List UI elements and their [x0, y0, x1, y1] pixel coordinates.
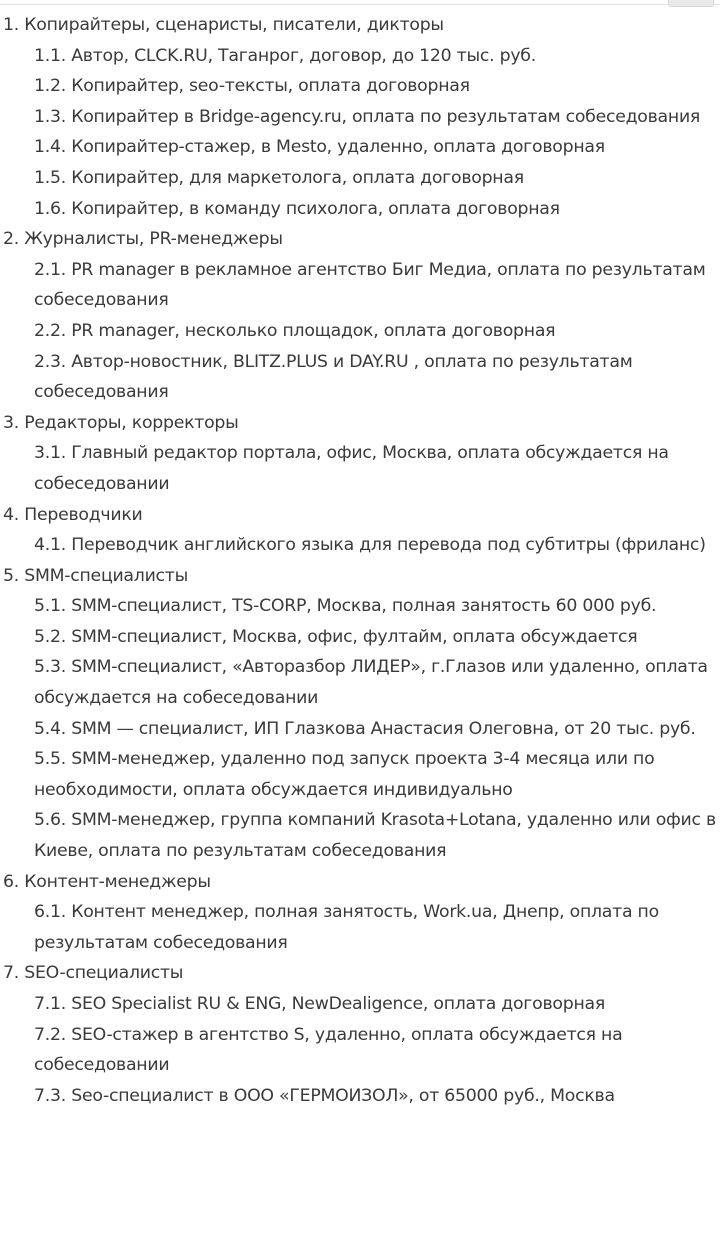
toc-item-link[interactable]: 2.3. Автор-новостник, BLITZ.PLUS и DAY.RU , оплата по результатам собеседования	[34, 351, 633, 403]
toc-item-link[interactable]: 1.4. Копирайтер-стажер, в Mesto, удаленно, оплата договорная	[34, 137, 605, 158]
toc-section	[3, 500, 717, 561]
toc-section-link[interactable]: 7. SEO-специалисты	[3, 963, 184, 984]
toc-item-link[interactable]: 5.3. SMM-специалист, «Авторазбор ЛИДЕР», г.Глазов или удаленно, оплата обсуждается на собеседовании	[34, 657, 708, 709]
toc-item-link[interactable]: 5.4. SMM — специалист, ИП Глазкова Анастасия Олеговна, от 20 тыс. руб.	[34, 718, 696, 739]
toc-item-link[interactable]: 7.3. Seo-специалист в ООО «ГЕРМОИЗОЛ», от 65000 руб., Москва	[34, 1085, 615, 1106]
toc-section	[3, 958, 717, 1111]
toc-section-link[interactable]: 1. Копирайтеры, сценаристы, писатели, дикторы	[3, 15, 444, 35]
toc-item-link[interactable]: 5.2. SMM-специалист, Москва, офис, фултайм, оплата обсуждается	[34, 626, 638, 647]
toc-section	[3, 10, 717, 224]
toc-item-link[interactable]: 1.3. Копирайтер в Bridge-agency.ru, оплата по результатам собеседования	[34, 106, 701, 127]
toc-item-link[interactable]: 5.5. SMM-менеджер, удаленно под запуск проекта 3-4 месяца или по необходимости, оплата обсуждается индивидуально	[34, 749, 655, 800]
toc-item-link[interactable]: 5.1. SMM-специалист, TS-CORP, Москва, полная занятость 60 000 руб.	[34, 596, 657, 617]
toc-section	[3, 867, 717, 959]
toc-item-link[interactable]: 5.6. SMM-менеджер, группа компаний Krasota+Lotana, удаленно или офис в Киеве, оплата по результатам собеседования	[34, 810, 716, 862]
toc-item-link[interactable]: 7.1. SEO Specialist RU & ENG, NewDealigence, оплата договорная	[34, 994, 605, 1014]
toc-section	[3, 561, 717, 867]
table-of-contents	[3, 10, 717, 1111]
toc-section	[3, 224, 717, 408]
toc-section-link[interactable]: 2. Журналисты, PR-менеджеры	[3, 229, 283, 250]
toc-section	[3, 408, 717, 500]
toc-item-link[interactable]: 1.6. Копирайтер, в команду психолога, оплата договорная	[34, 198, 560, 219]
toc-item-link[interactable]: 4.1. Переводчик английского языка для перевода под субтитры (фриланс)	[34, 535, 706, 556]
toc-section-link[interactable]: 6. Контент-менеджеры	[3, 871, 211, 892]
toc-section-link[interactable]: 4. Переводчики	[3, 504, 143, 525]
toc-item-link[interactable]: 6.1. Контент менеджер, полная занятость, Work.ua, Днепр, оплата по результатам собеседования	[34, 902, 659, 953]
toc-item-link[interactable]: 2.2. PR manager, несколько площадок, оплата договорная	[34, 320, 556, 341]
toc-item-link[interactable]: 2.1. PR manager в рекламное агентство Биг Медиа, оплата по результатам собеседования	[34, 259, 706, 311]
toc-item-link[interactable]: 1.5. Копирайтер, для маркетолога, оплата договорная	[34, 167, 524, 188]
toc-item-link[interactable]: 1.2. Копирайтер, seo-тексты, оплата договорная	[34, 76, 470, 97]
toc-item-link[interactable]: 7.2. SEO-стажер в агентство S, удаленно, оплата обсуждается на собеседовании	[34, 1024, 623, 1076]
top-divider	[0, 4, 720, 5]
scroll-tab[interactable]	[668, 0, 714, 7]
toc-item-link[interactable]: 1.1. Автор, CLCK.RU, Таганрог, договор, до 120 тыс. руб.	[34, 45, 536, 66]
toc-item-link[interactable]: 3.1. Главный редактор портала, офис, Москва, оплата обсуждается на собеседовании	[34, 443, 669, 494]
toc-section-link[interactable]: 3. Редакторы, корректоры	[3, 412, 239, 433]
toc-section-link[interactable]: 5. SMM-специалисты	[3, 565, 189, 586]
